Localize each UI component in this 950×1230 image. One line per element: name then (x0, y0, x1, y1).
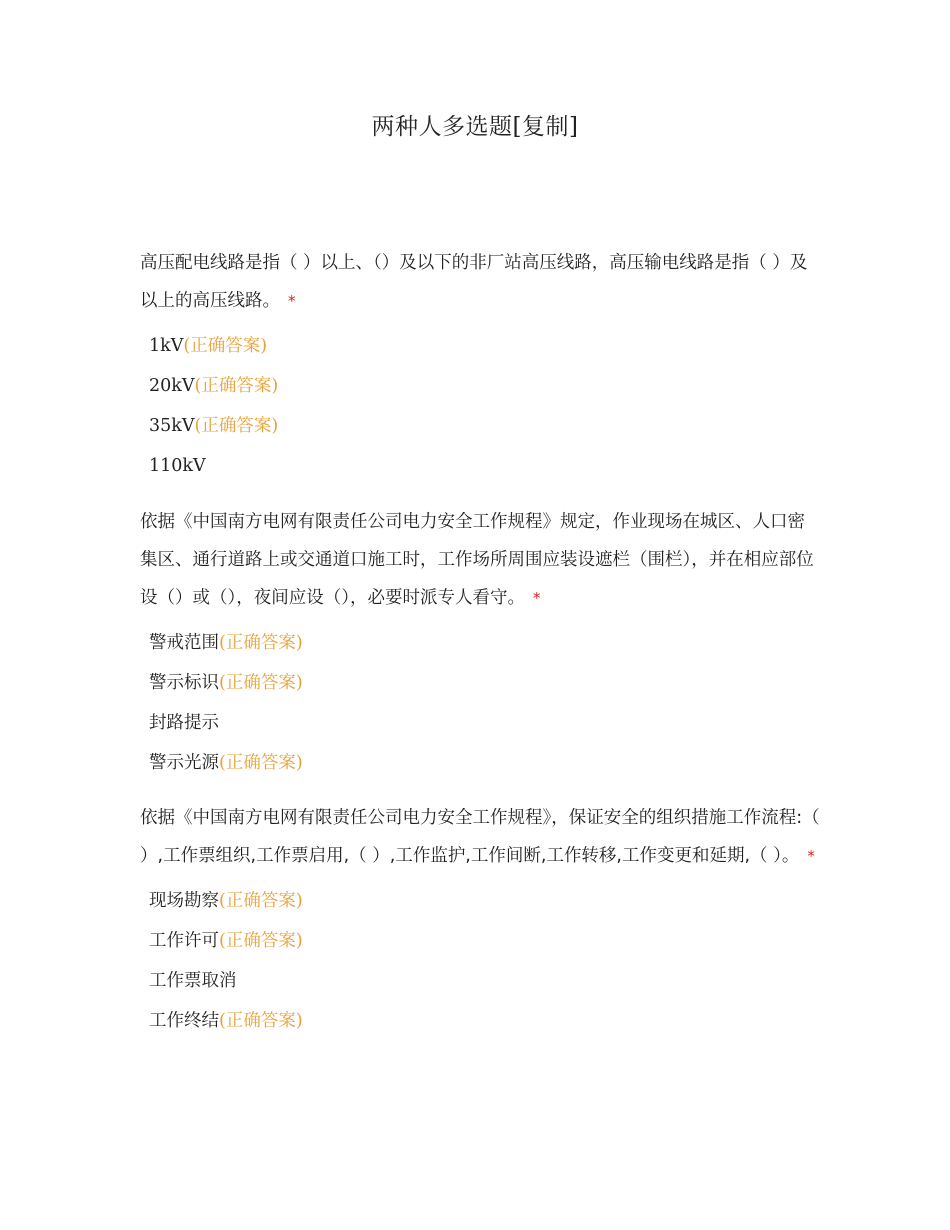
question-text (140, 244, 820, 320)
option-label: 110kV (149, 456, 206, 476)
question-stem: 依据《中国南方电网有限责任公司电力安全工作规程》规定，作业现场在城区、人口密集区、通行道路上或交通道口施工时，工作场所周围应装设遮栏（围栏），并在相应部位设（）或（），夜间应设（），必要时派专人看守。 (140, 512, 814, 608)
option-item[interactable] (149, 743, 820, 783)
required-mark: * (288, 292, 296, 310)
correct-answer-tag: (正确答案) (219, 753, 303, 773)
correct-answer-tag: (正确答案) (194, 416, 279, 436)
question-stem: 依据《中国南方电网有限责任公司电力安全工作规程》，保证安全的组织措施工作流程:（ ）,工作票组织,工作票启用,（ ）,工作监护,工作间断,工作转移,工作变更和延期,（ ）。 (140, 808, 820, 866)
correct-answer-tag: (正确答案) (219, 633, 303, 653)
question-3 (140, 799, 820, 1041)
option-label: 35kV (149, 416, 195, 436)
option-label: 工作票取消 (149, 971, 237, 991)
option-item[interactable] (149, 881, 820, 921)
option-item[interactable] (149, 623, 820, 663)
option-list (140, 326, 820, 486)
correct-answer-tag: (正确答案) (219, 931, 303, 951)
question-text (140, 799, 820, 875)
option-label: 1kV (149, 336, 184, 356)
correct-answer-tag: (正确答案) (219, 673, 303, 693)
option-list (140, 881, 820, 1041)
option-label: 封路提示 (149, 713, 219, 733)
page-title: 两种人多选题[复制] (371, 114, 579, 140)
question-2 (140, 503, 820, 783)
option-item[interactable] (149, 703, 820, 743)
option-label: 20kV (149, 376, 195, 396)
option-label: 现场勘察 (149, 891, 219, 911)
required-mark: * (533, 589, 541, 607)
option-item[interactable] (149, 446, 820, 486)
option-item[interactable] (149, 366, 820, 406)
option-label: 警戒范围 (149, 633, 219, 653)
question-1 (140, 244, 820, 486)
option-item[interactable] (149, 961, 820, 1001)
correct-answer-tag: (正确答案) (183, 336, 268, 356)
option-item[interactable] (149, 406, 820, 446)
option-item[interactable] (149, 663, 820, 703)
question-text (140, 503, 820, 617)
correct-answer-tag: (正确答案) (194, 376, 279, 396)
option-item[interactable] (149, 326, 820, 366)
correct-answer-tag: (正确答案) (219, 1011, 303, 1031)
option-label: 工作终结 (149, 1011, 219, 1031)
question-stem: 高压配电线路是指（ ）以上、（）及以下的非厂站高压线路，高压输电线路是指（ ）及以上的高压线路。 (140, 253, 808, 311)
option-label: 警示光源 (149, 753, 219, 773)
correct-answer-tag: (正确答案) (219, 891, 303, 911)
option-label: 警示标识 (149, 673, 219, 693)
option-label: 工作许可 (149, 931, 219, 951)
option-list (140, 623, 820, 783)
option-item[interactable] (149, 1001, 820, 1041)
option-item[interactable] (149, 921, 820, 961)
required-mark: * (807, 847, 815, 865)
